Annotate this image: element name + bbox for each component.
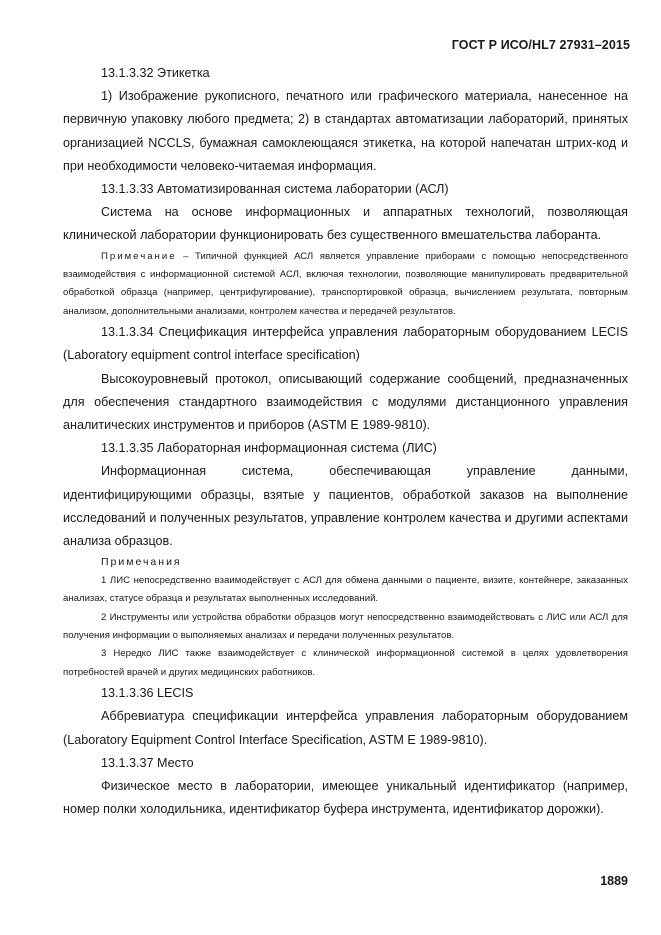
term-13-1-3-34: 13.1.3.34 Спецификация интерфейса управления лабораторным оборудованием LECIS (Laboratory equipment control interface specification)	[63, 325, 628, 363]
note-1: 1 ЛИС непосредственно взаимодействует с АСЛ для обмена данными о пациенте, визите, контейнере, заказанных анализах, статусе образца и результатах выполненных исследований.	[63, 574, 628, 605]
definition-lecis-abbrev: Аббревиатура спецификации интерфейса управления лабораторным оборудованием (Laboratory Equipment Control Interface Specification, ASTM E 1989-9810).	[63, 709, 628, 747]
definition-lis: Информационная система, обеспечивающая управление данными, идентифицирующими образцы, взятые у пациентов, обработкой заказов на выполнение исследований и полученных результатов, управление контролем качества и другими аспектами анализа образцов.	[63, 464, 628, 549]
definition-location: Физическое место в лаборатории, имеющее уникальный идентификатор (например, номер полки холодильника, идентификатор буфера инструмента, идентификатор дорожки).	[63, 778, 628, 817]
page-number: 1889	[600, 874, 628, 888]
standard-header: ГОСТ Р ИСО/HL7 27931–2015	[451, 38, 630, 52]
term-13-1-3-36: 13.1.3.36 LECIS	[101, 686, 194, 701]
note-text: – Типичной функцией АСЛ является управление приборами с помощью непосредственного взаимодействия с информационной системой АСЛ, включая технологии, позволяющие манипулировать предварительной обработкой образца (например, центрифугирование), транспортировкой образца, вычислением результата, повторным анализом, дополнительными анализами, контролем качества и передачей результатов.	[63, 250, 628, 317]
note-3: 3 Нередко ЛИС также взаимодействует с клинической информационной системой в целях удовлетворения потребностей врачей и других медицинских работников.	[63, 648, 628, 678]
term-13-1-3-37: 13.1.3.37 Место	[101, 755, 194, 770]
term-13-1-3-32: 13.1.3.32 Этикетка	[101, 66, 210, 80]
definition-als: Система на основе информационных и аппаратных технологий, позволяющая клинической лаборатории функционировать без существенного вмешательства лаборанта.	[63, 205, 628, 243]
note-als	[63, 248, 628, 322]
note-label: Примечание	[101, 250, 177, 262]
term-13-1-3-33: 13.1.3.33 Автоматизированная система лаборатории (АСЛ)	[101, 182, 449, 197]
notes-heading: Примечания	[101, 556, 182, 569]
definition-lecis-protocol: Высокоуровневый протокол, описывающий содержание сообщений, предназначенных для обеспечения стандартного взаимодействия с модулями дистанционного управления аналитических инструментов и приборов (ASTM E 1989-9810).	[63, 371, 628, 433]
note-2: 2 Инструменты или устройства обработки образцов могут непосредственно взаимодействовать с ЛИС или АСЛ для получения информации о выполняемых анализах и передачи полученных результатов.	[63, 611, 628, 641]
definition-label: 1) Изображение рукописного, печатного или графического материала, нанесенное на первичную упаковку любого предмета; 2) в стандартах автоматизации лабораторий, принятых организацией NCCLS, бумажная самоклеющаяся этикетка, на которой напечатан штрих-код и при необходимости человеко-читаемая информация.	[63, 89, 628, 173]
page-content	[63, 62, 628, 821]
term-13-1-3-35: 13.1.3.35 Лабораторная информационная система (ЛИС)	[101, 441, 437, 456]
